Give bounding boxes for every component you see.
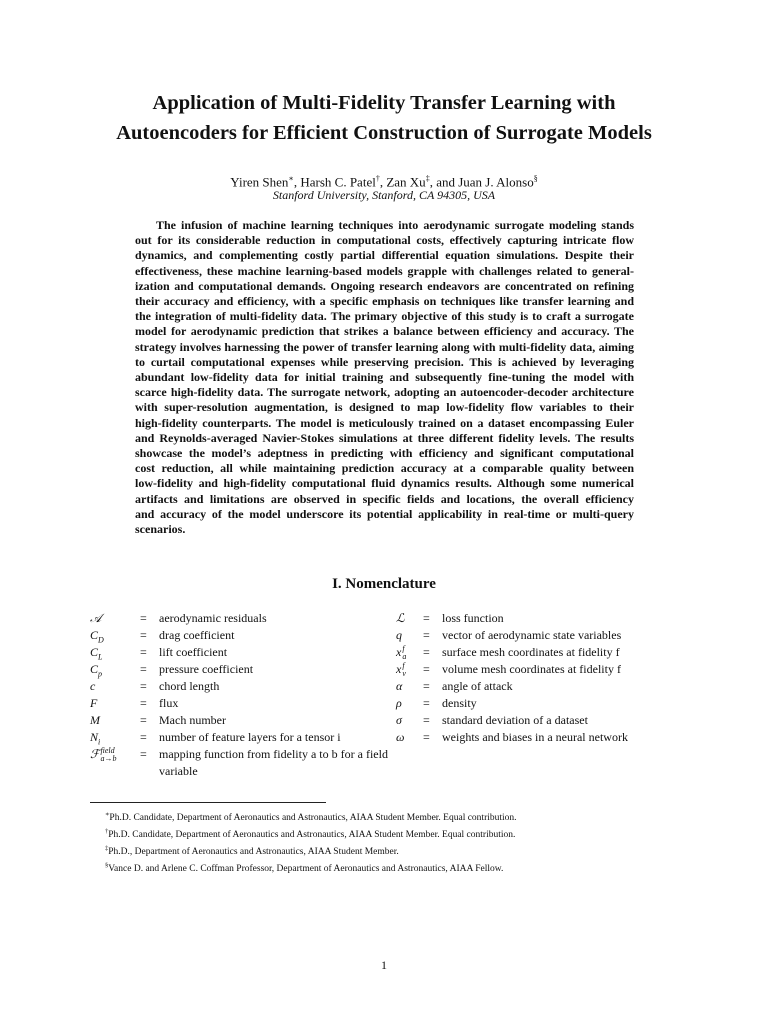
nomenclature-equals: =: [140, 611, 147, 625]
abstract-line: and Reynolds-averaged Navier-Stokes simulations at three different fidelity levels. The results: [135, 430, 634, 445]
nomenclature-definition: pressure coefficient: [159, 662, 254, 676]
nomenclature-entry: [90, 661, 390, 678]
nomenclature-entry: [90, 627, 390, 644]
abstract-line: scenarios.: [135, 522, 186, 537]
nomenclature-symbol: x f v: [396, 661, 406, 679]
nomenclature-equals: =: [423, 645, 430, 659]
footnote-mark: ∗: [105, 811, 110, 818]
nomenclature-equals: =: [140, 628, 147, 642]
nomenclature-symbol: ω: [396, 730, 405, 744]
nomenclature-symbol: 𝒜: [90, 611, 102, 625]
nomenclature-definition: volume mesh coordinates at fidelity f: [442, 662, 621, 676]
nomenclature-equals: =: [140, 696, 147, 710]
nomenclature-left-column: [90, 610, 390, 780]
nomenclature-equals: =: [423, 611, 430, 625]
nomenclature-definition: mapping function from fidelity a to b for a field variable: [159, 747, 388, 778]
affiliation: Stanford University, Stanford, CA 94305, USA: [272, 188, 496, 202]
footnote-mark: ‡: [105, 845, 109, 853]
nomenclature-entry: [90, 712, 390, 729]
footnote: [105, 825, 517, 842]
nomenclature-entry: [396, 695, 656, 712]
nomenclature-symbol: $N_i$: [90, 730, 101, 747]
nomenclature-equals: =: [140, 747, 147, 761]
abstract-line: low-fidelity and high-fidelity computational fluid dynamics results. Although some numerical: [135, 476, 634, 491]
nomenclature-definition: drag coefficient: [159, 628, 235, 642]
author-mark: ∗: [288, 174, 294, 183]
nomenclature-equals: =: [423, 679, 430, 693]
nomenclature-definition: flux: [159, 696, 179, 710]
nomenclature-equals: =: [423, 730, 430, 744]
paper-title: [60, 88, 708, 148]
nomenclature-entry: [396, 644, 656, 661]
nomenclature-entry: [396, 729, 656, 746]
abstract-line: abundant low-fidelity data for initial training and subsequently fine-tuning the model with: [135, 370, 634, 385]
footnote: [105, 808, 517, 825]
author-mark: †: [375, 174, 380, 183]
nomenclature-right-column: [396, 610, 656, 746]
nomenclature-equals: =: [140, 645, 147, 659]
nomenclature-symbol: α: [396, 679, 403, 693]
abstract-line: out for its considerable reduction in computational costs, effectively capturing intricate flow: [135, 233, 634, 248]
nomenclature-symbol: c: [90, 679, 96, 693]
author-separator: , and: [429, 174, 459, 190]
nomenclature-entry: [90, 695, 390, 712]
nomenclature-symbol: x f a: [396, 644, 407, 662]
abstract-line: scarce high-fidelity data. The surrogate network, adopting an autoencoder-decoder architecture: [135, 385, 634, 400]
author-name: Harsh C. Patel: [300, 174, 376, 190]
abstract-line: and accuracy of the model underscore its potential applicability in real-time or multi-query: [135, 506, 634, 521]
nomenclature-symbol: M: [90, 713, 100, 727]
nomenclature-entry: [396, 678, 656, 695]
title-line: Application of Multi-Fidelity Transfer Learning with: [152, 92, 616, 114]
nomenclature-entry: [396, 610, 656, 627]
abstract-line: their accuracy and efficiency, with a specific emphasis on techniques like transfer learning and: [135, 294, 634, 309]
nomenclature-equals: =: [140, 730, 147, 744]
nomenclature-entry: [90, 746, 390, 780]
abstract-line: strategy involves harnessing the power of transfer learning along with multi-fidelity data, aiming: [135, 339, 634, 354]
nomenclature-symbol: q: [396, 628, 402, 642]
nomenclature-definition: number of feature layers for a tensor i: [159, 730, 341, 744]
nomenclature-symbol: ℱ field a→b: [90, 746, 117, 764]
nomenclature-definition: loss function: [442, 611, 504, 625]
nomenclature-equals: =: [140, 713, 147, 727]
abstract-line: to curtail computational expenses while preserving precision. This is achieved by leveraging: [135, 354, 634, 369]
nomenclature-definition: weights and biases in a neural network: [442, 730, 628, 744]
title-line: Autoencoders for Efficient Construction of Surrogate Models: [116, 122, 652, 144]
nomenclature-definition: angle of attack: [442, 679, 513, 693]
section-heading-nomenclature: I. Nomenclature: [332, 576, 436, 592]
abstract: [135, 218, 634, 537]
nomenclature-definition: density: [442, 696, 477, 710]
footnotes: [105, 808, 517, 877]
nomenclature-definition: Mach number: [159, 713, 226, 727]
footnote-text: Vance D. and Arlene C. Coffman Professor, Department of Aeronautics and Astronautics, AIAA Fellow.: [108, 864, 504, 875]
nomenclature-symbol: $C_p$: [90, 662, 103, 679]
nomenclature-entry: [90, 644, 390, 661]
author-name: Zan Xu: [386, 174, 426, 190]
abstract-line: showcase the model’s adeptness in predicting with efficiency and significant computational: [135, 446, 634, 461]
footnote-mark: †: [105, 828, 109, 836]
nomenclature-entry: [396, 627, 656, 644]
abstract-line: effectiveness, these machine learning-based models grapple with challenges related to general-: [135, 263, 634, 278]
abstract-line: dynamics, and complementing costly partial differential equation simulations. Despite their: [135, 248, 634, 263]
nomenclature-equals: =: [423, 662, 430, 676]
abstract-line: ization and computational demands. Ongoing research endeavors are concentrated on refining: [135, 278, 634, 293]
footnote-text: Ph.D. Candidate, Department of Aeronautics and Astronautics, AIAA Student Member. Equal contribution.: [109, 813, 517, 824]
nomenclature-entry: [90, 729, 390, 746]
abstract-line: artifacts and limitations are observed in specific fields and locations, the overall efficiency: [135, 491, 634, 506]
nomenclature-entry: [396, 712, 656, 729]
nomenclature-symbol: $C_L$: [90, 645, 103, 662]
abstract-line: high-fidelity counterparts. The model is meticulously trained on a dataset encompassing Euler: [135, 415, 634, 430]
page-number: 1: [381, 958, 387, 972]
author-name: Juan J. Alonso: [458, 174, 534, 190]
nomenclature-equals: =: [423, 713, 430, 727]
nomenclature-equals: =: [140, 662, 147, 676]
nomenclature-entry: [90, 610, 390, 627]
author-name: Yiren Shen: [230, 174, 289, 190]
footnote-mark: §: [105, 862, 109, 870]
nomenclature-symbol: F: [90, 696, 98, 710]
nomenclature-equals: =: [140, 679, 147, 693]
footnote-text: Ph.D., Department of Aeronautics and Astronautics, AIAA Student Member.: [108, 847, 399, 858]
author-separator: ,: [293, 174, 301, 190]
author-mark: ‡: [425, 174, 430, 183]
author-mark: §: [533, 174, 538, 183]
abstract-line: The infusion of machine learning techniques into aerodynamic surrogate modeling stands: [156, 218, 634, 232]
footnote: [105, 842, 517, 859]
nomenclature-definition: vector of aerodynamic state variables: [442, 628, 622, 642]
nomenclature-definition: standard deviation of a dataset: [442, 713, 588, 727]
nomenclature-equals: =: [423, 696, 430, 710]
nomenclature-symbol: $C_D$: [90, 628, 104, 645]
abstract-line: model for aerodynamic prediction that strikes a balance between efficiency and accuracy. The: [135, 324, 634, 339]
nomenclature-entry: [396, 661, 656, 678]
nomenclature-definition: chord length: [159, 679, 220, 693]
abstract-line: the integration of multi-fidelity data. The primary objective of this study is to craft a surrogate: [135, 309, 634, 324]
nomenclature-definition: surface mesh coordinates at fidelity f: [442, 645, 620, 659]
nomenclature-symbol: ρ: [396, 696, 402, 710]
nomenclature-equals: =: [423, 628, 430, 642]
footnote-text: Ph.D. Candidate, Department of Aeronautics and Astronautics, AIAA Student Member. Equal contribution.: [108, 830, 516, 841]
footnote: [105, 859, 517, 876]
nomenclature-symbol: ℒ: [396, 611, 405, 625]
nomenclature-entry: [90, 678, 390, 695]
abstract-line: with super-resolution augmentation, is designed to map low-fidelity flow variables to their: [135, 400, 634, 415]
nomenclature-definition: lift coefficient: [159, 645, 228, 659]
nomenclature-definition: aerodynamic residuals: [159, 611, 267, 625]
nomenclature-symbol: σ: [396, 713, 402, 727]
abstract-line: cost reduction, all while maintaining prediction accuracy at a comparable quality between: [135, 461, 634, 476]
footnote-rule: [90, 802, 326, 803]
author-separator: ,: [379, 174, 387, 190]
